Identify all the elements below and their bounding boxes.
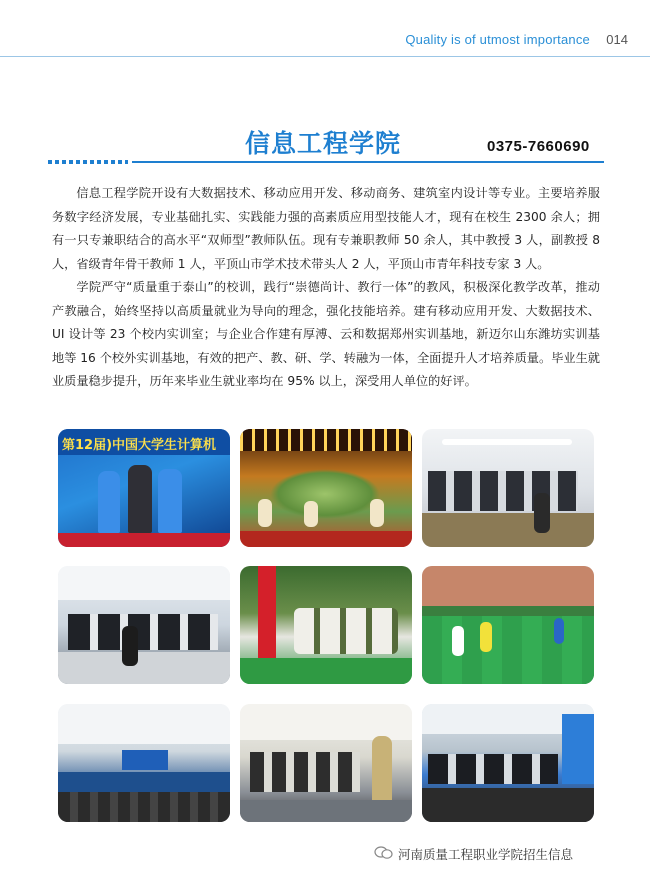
wechat-icon bbox=[374, 846, 394, 860]
projector-screen bbox=[122, 750, 168, 770]
desks bbox=[422, 513, 594, 547]
person bbox=[98, 471, 120, 533]
photo-stage-performance bbox=[240, 429, 412, 547]
monitor-row bbox=[428, 754, 558, 784]
body-paragraph-1: 信息工程学院开设有大数据技术、移动应用开发、移动商务、建筑室内设计等专业。主要培养服务数字经济发展，专业基础扎实、实践能力强的高素质应用型技能人才，现有在校生 2300 余人；拥有一只专兼职结合的高水平“双师型”教师队伍。现有专兼职教师 50 余人，其中教授 3 人，副教授 8 人，省级青年骨干教师 1 人，平顶山市学术技术带头人 2 人，平顶山市青年科技专家 3 人。 bbox=[52, 186, 600, 271]
building bbox=[422, 566, 594, 606]
desks bbox=[58, 652, 230, 684]
audience bbox=[58, 792, 230, 822]
ceiling bbox=[58, 704, 230, 744]
dancer bbox=[304, 501, 318, 527]
monitor-row bbox=[428, 471, 578, 511]
photo-banner-text: 第12届)中国大学生计算机 bbox=[62, 438, 217, 453]
pitch bbox=[422, 616, 594, 684]
photo-lecture-hall bbox=[58, 704, 230, 822]
title-underline bbox=[48, 160, 604, 164]
photo-computer-lab-3 bbox=[422, 704, 594, 822]
section-title: 信息工程学院 bbox=[245, 129, 402, 158]
dancer bbox=[370, 499, 384, 527]
person bbox=[534, 493, 550, 533]
blue-curtain bbox=[562, 714, 594, 784]
player bbox=[480, 622, 492, 652]
photo-computer-lab-1 bbox=[422, 429, 594, 547]
underline-line bbox=[132, 161, 604, 163]
students bbox=[250, 752, 360, 792]
person bbox=[158, 469, 182, 533]
player bbox=[452, 626, 464, 656]
header-tagline: Quality is of utmost importance bbox=[405, 32, 590, 47]
bamboo-backdrop bbox=[270, 469, 380, 519]
photo-military-training bbox=[240, 566, 412, 684]
photo-computer-lab-2 bbox=[58, 566, 230, 684]
header-divider bbox=[0, 56, 650, 57]
person bbox=[122, 626, 138, 666]
red-flag bbox=[258, 566, 276, 666]
wall bbox=[240, 704, 412, 740]
ceiling bbox=[58, 566, 230, 600]
field bbox=[240, 658, 412, 684]
photo-football-match bbox=[422, 566, 594, 684]
stage-floor bbox=[240, 531, 412, 547]
person bbox=[128, 465, 152, 533]
ceiling-light bbox=[442, 439, 572, 445]
floor bbox=[240, 800, 412, 822]
stage-lights bbox=[240, 429, 412, 451]
back-wall bbox=[58, 772, 230, 792]
page-number: 014 bbox=[606, 32, 628, 47]
photo-classroom-teaching bbox=[240, 704, 412, 822]
dancer bbox=[258, 499, 272, 527]
students bbox=[422, 788, 594, 822]
wechat-source-label: 河南质量工程职业学院招生信息 bbox=[398, 847, 574, 862]
students-group bbox=[294, 608, 398, 654]
monitor-row bbox=[68, 614, 218, 650]
body-paragraph-2: 学院严守“质量重于泰山”的校训，践行“崇德尚计、教行一体”的教风，积极深化教学改革，推动产教融合，始终坚持以高质量就业为导向的理念，强化技能培养。建有移动应用开发、大数据技术、UI 设计等 23 个校内实训室；与企业合作建有厚溥、云和数据郑州实训基地，新迈尔山东潍坊实训基地等 16 个校外实训基地，有效的把产、教、研、学、转融为一体，全面提升人才培养质量。毕业生就业质量稳步提升，历年来毕业生就业率均在 95% 以上，深受用人单位的好评。 bbox=[52, 280, 600, 388]
photo-competition-award bbox=[58, 429, 230, 547]
body-text bbox=[52, 182, 600, 394]
player bbox=[554, 618, 564, 644]
underline-dots bbox=[48, 160, 128, 164]
trees bbox=[422, 606, 594, 616]
red-carpet bbox=[58, 533, 230, 547]
contact-phone: 0375-7660690 bbox=[487, 138, 590, 155]
